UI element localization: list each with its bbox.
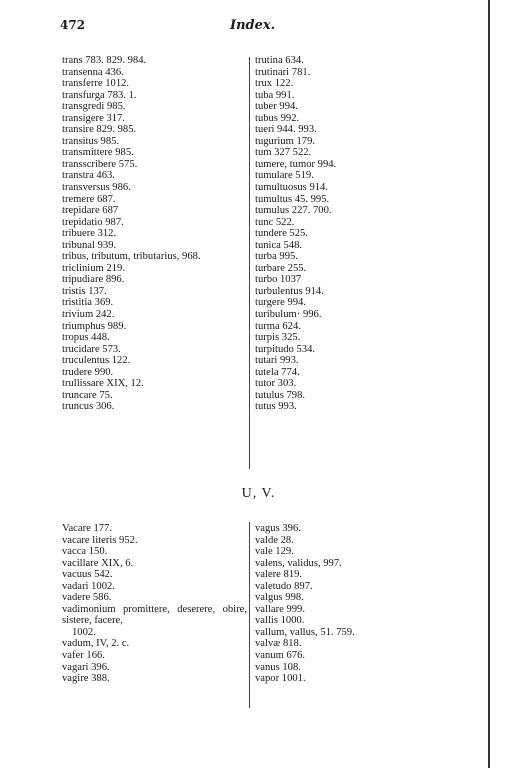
index-entry: vanum 676. (255, 650, 306, 662)
index-entry: vadari 1002. (62, 580, 115, 592)
index-entry: truncare 75. (62, 389, 113, 401)
index-entry: vallare 999. (255, 603, 306, 615)
index-entry: tumultus 45. 995. (255, 193, 330, 205)
index-entry: tumultuosus 914. (255, 182, 328, 194)
index-entry: tristitia 369. (62, 297, 114, 309)
index-entry: transigere 317. (62, 112, 125, 124)
index-entry: vapor 1001. (255, 673, 306, 685)
index-entry: vagari 396. (62, 661, 110, 673)
index-entry: tum 327 522. (255, 147, 312, 159)
index-entry: transgredi 985. (62, 101, 126, 113)
index-entry: turbo 1037 (255, 274, 302, 286)
index-entry: vadere 586. (62, 592, 112, 604)
index-entry: vafer 166. (62, 650, 105, 662)
index-entry: tunica 548. (255, 239, 303, 251)
index-entry: tugurium 179. (255, 135, 316, 147)
page-number: 472 (60, 18, 86, 32)
index-entry: tutari 993. (255, 355, 299, 367)
index-entry: transtra 463. (62, 170, 115, 182)
index-entry-continuation: 1002. (72, 626, 96, 638)
index-entry: tropus 448. (62, 332, 110, 344)
index-entry: tremere 687. (62, 193, 116, 205)
index-entry: turma 624. (255, 320, 301, 332)
index-entry: valvæ 818. (255, 638, 302, 650)
index-entry: vacare literis 952. (62, 534, 138, 546)
index-entry: trepidare 687 (62, 205, 119, 217)
index-entry: trullissare XIX, 12. (62, 378, 144, 390)
index-entry: transenna 436. (62, 66, 124, 78)
index-entry: transitus 985. (62, 135, 120, 147)
running-title: Index. (230, 18, 276, 33)
index-entry: vagire 388. (62, 673, 110, 685)
index-entry: trutina 634. (255, 55, 304, 66)
index-entry: truculentus 122. (62, 355, 131, 367)
index-entry: tripudiare 896. (62, 274, 125, 286)
index-entry: tumulare 519. (255, 170, 314, 182)
index-entry: turba 995. (255, 251, 298, 263)
index-entry: trux 122. (255, 78, 294, 90)
index-entry: vanus 108. (255, 661, 301, 673)
index-entry: tutor 303. (255, 378, 297, 390)
index-entry: tundere 525. (255, 228, 308, 240)
index-entry: trutinari 781. (255, 66, 311, 78)
index-entry: transversus 986. (62, 182, 131, 194)
index-entry: truncus 306. (62, 401, 115, 413)
page-header (60, 18, 480, 38)
index-entry: vacca 150. (62, 546, 108, 558)
index-entry: tribus, tributum, tributarius, 968. (62, 251, 201, 263)
index-entry: transscribere 575. (62, 158, 138, 170)
index-entry: vacuus 542. (62, 569, 113, 581)
index-entry: turgere 994. (255, 297, 306, 309)
index-entry: turpitudo 534. (255, 343, 316, 355)
column-divider (249, 522, 250, 708)
index-entry: tumulus 227. 700. (255, 205, 332, 217)
index-entry-wrapped: vadimonium promittere, deserere, obire, sistere, facere, (62, 603, 247, 627)
index-entry: valetudo 897. (255, 580, 313, 592)
index-entry: transfurga 783. 1. (62, 89, 137, 101)
index-entry: triumphus 989. (62, 320, 127, 332)
index-entry: vallis 1000. (255, 615, 305, 627)
index-entry: valde 28. (255, 534, 294, 546)
index-entry: trepidatio 987. (62, 216, 124, 228)
index-entry: vagus 396. (255, 523, 301, 534)
index-entry: tribuere 312. (62, 228, 117, 240)
index-entry: triclinium 219. (62, 262, 125, 274)
index-entry: vallum, vallus, 51. 759. (255, 626, 355, 638)
index-entry: trans 783. 829. 984. (62, 55, 147, 66)
index-entry: tubus 992. (255, 112, 300, 124)
index-entry: turbare 255. (255, 262, 307, 274)
index-entry: tribunal 939. (62, 239, 117, 251)
index-column-left-bottom (62, 523, 247, 685)
index-entry: valgus 998. (255, 592, 304, 604)
index-entry: turibulum· 996. (255, 309, 322, 321)
index-entry: tristis 137. (62, 285, 107, 297)
index-entry: transferre 1012. (62, 78, 130, 90)
index-entry: tuber 994. (255, 101, 298, 113)
index-entry: tutulus 798. (255, 389, 306, 401)
index-entry: valere 819. (255, 569, 303, 581)
index-entry: tumere, tumor 994. (255, 158, 337, 170)
index-entry: vadum, IV, 2. c. (62, 638, 130, 650)
index-entry: vale 129. (255, 546, 294, 558)
index-entry: vacillare XIX, 6. (62, 557, 134, 569)
page-edge-line (488, 0, 490, 768)
index-entry: trivium 242. (62, 309, 115, 321)
index-column-right-top (255, 55, 440, 413)
index-entry: transmittere 985. (62, 147, 134, 159)
index-column-right-bottom (255, 523, 440, 685)
index-entry: tutus 993. (255, 401, 297, 413)
index-entry: tueri 944. 993. (255, 124, 317, 136)
index-entry: trudere 990. (62, 366, 114, 378)
column-divider (249, 57, 250, 469)
index-entry: Vacare 177. (62, 523, 112, 534)
index-entry: tutela 774. (255, 366, 300, 378)
index-entry: tunc 522. (255, 216, 295, 228)
index-entry: trucidare 573. (62, 343, 121, 355)
index-entry: turpis 325. (255, 332, 301, 344)
index-entry: turbulentus 914. (255, 285, 324, 297)
index-entry: valens, validus, 997. (255, 557, 342, 569)
index-entry: tuba 991. (255, 89, 295, 101)
index-column-left-top (62, 55, 247, 413)
section-heading: U, V. (241, 486, 276, 501)
index-entry: transire 829. 985. (62, 124, 137, 136)
